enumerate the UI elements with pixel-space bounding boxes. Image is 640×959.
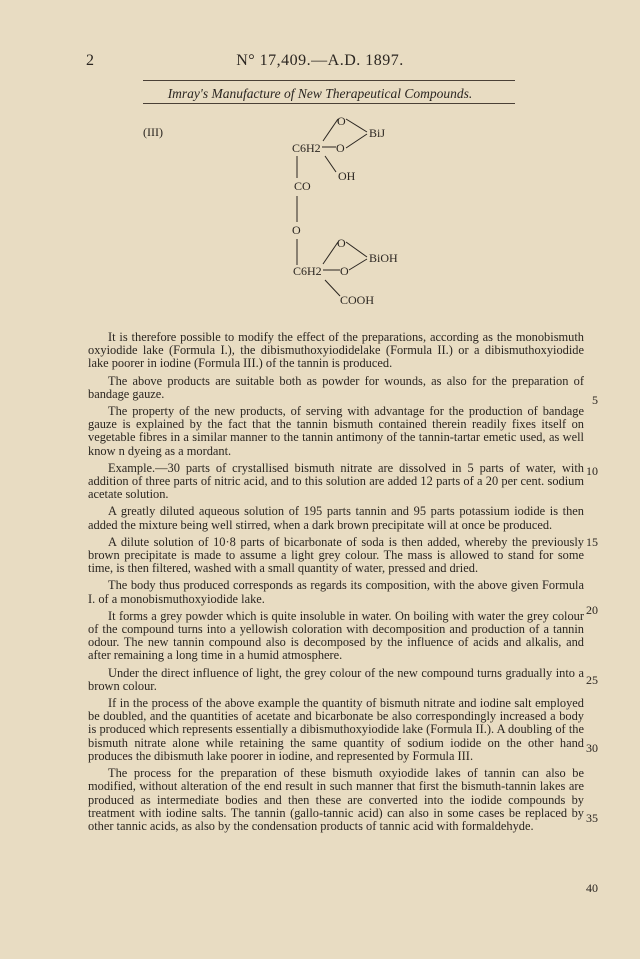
formula-diagram (0, 0, 640, 330)
formula-co: CO (294, 179, 311, 193)
bond-c-otop (323, 119, 338, 141)
line-number: 40 (586, 881, 598, 895)
bond-c-cooh (325, 280, 340, 296)
formula-label: (III) (143, 125, 163, 139)
formula-oh: OH (338, 169, 356, 183)
bond-obot-bi (346, 242, 367, 257)
structural-formula (0, 0, 640, 330)
bond-c-oh (325, 156, 336, 172)
bond-c-obot (323, 242, 338, 264)
line-number: 5 (592, 393, 598, 407)
formula-c6h2-bot: C6H2 (293, 264, 322, 278)
body-text (88, 331, 584, 837)
line-number: 35 (586, 811, 598, 825)
paragraph: The process for the preparation of these bismuth oxyiodide lakes of tannin can also be modified, without alteration of the end result in such manner that first the bismuth-tannin lakes are produced as intermediate bodies and then these are converted into the iodide compounds by treatment with iodine salts. The tannin (gallo-tannic acid) can also in some cases be replaced by other tannic acids, as also by the condensation products of tannic acid with formaldehyde. (88, 766, 584, 833)
formula-bioh: BiOH (369, 251, 398, 265)
patent-header: N° 17,409.—A.D. 1897. (236, 52, 404, 69)
subheader: Imray's Manufacture of New Therapeutical Compounds. (167, 86, 473, 101)
paragraph: The property of the new products, of serving with advantage for the production of bandage gauze is explained by the fact that the tannin bismuth contained therein readily fixes itself on vegetable fibres in a similar manner to the tannin antimony of the tannin-tartar emetic used, as well know n dyeing as a mordant. (88, 404, 584, 458)
paragraph: If in the process of the above example the quantity of bismuth nitrate and iodine salt employed be doubled, and the quantities of acetate and bicarbonate be also correspondingly increased a body is produced which represents essentially a dibismuthoxyiodide lake (Formula II.). A doubling of the bismuth nitrate alone while retaining the same quantity of sodium iodide on the other hand produces the dibismuth lake poorer in iodine, and represented by Formula III. (88, 696, 584, 763)
paragraph: A dilute solution of 10·8 parts of bicarbonate of soda is then added, whereby the previously brown precipitate is made to assume a light grey colour. The mass is allowed to stand for some time, is then filtered, washed with a small quantity of water, pressed and dried. (88, 534, 584, 576)
line-number: 30 (586, 741, 598, 755)
formula-o-link: O (292, 223, 301, 237)
page-number: 2 (86, 52, 94, 69)
bond-otop-bi (346, 119, 367, 132)
formula-o-top: O (337, 114, 346, 128)
paragraph: It is therefore possible to modify the effect of the preparations, according as the monobismuth oxyiodide lake (Formula I.), the dibismuthoxyiodidelake (Formula II.) or a dibismuthoxyiodide lake poorer in iodine (Formula III.) of the tannin is produced. (88, 330, 584, 371)
line-number: 20 (586, 603, 598, 617)
formula-cooh: COOH (340, 293, 375, 307)
paragraph: The above products are suitable both as powder for wounds, as also for the preparation of bandage gauze. (88, 373, 584, 401)
formula-o-mid-bot: O (340, 264, 349, 278)
paragraph: A greatly diluted aqueous solution of 195 parts tannin and 95 parts potassium iodide is then added the mixture being well stirred, when a dark brown precipitate will at once be produced. (88, 504, 584, 532)
bond-omid-bi-bot (349, 259, 367, 270)
formula-c6h2-top: C6H2 (292, 141, 321, 155)
formula-o-bot-top: O (337, 236, 346, 250)
bond-omid-bi (346, 134, 367, 148)
line-number: 25 (586, 673, 598, 687)
formula-bij: BiJ (369, 126, 386, 140)
line-number: 15 (586, 535, 598, 549)
paragraph: Example.—30 parts of crystallised bismuth nitrate are dissolved in 5 parts of water, with addition of three parts of nitric acid, and to this solution are added 12 parts of a 20 per cent. sodium acetate solution. (88, 460, 584, 502)
line-number: 10 (586, 464, 598, 478)
paragraph: Under the direct influence of light, the grey colour of the new compound turns gradually into a brown colour. (88, 665, 584, 693)
formula-o-mid-top: O (336, 141, 345, 155)
paragraph: It forms a grey powder which is quite insoluble in water. On boiling with water the grey colour of the compound turns into a yellowish coloration with decomposition and production of a tannin odour. The new tannin compound also is decomposed by the influence of acids and alkalis, and after remaining a long time in a humid atmosphere. (88, 608, 584, 663)
paragraph: The body thus produced corresponds as regards its composition, with the above given Formula I. of a monobismuthoxyiodide lake. (88, 578, 584, 606)
